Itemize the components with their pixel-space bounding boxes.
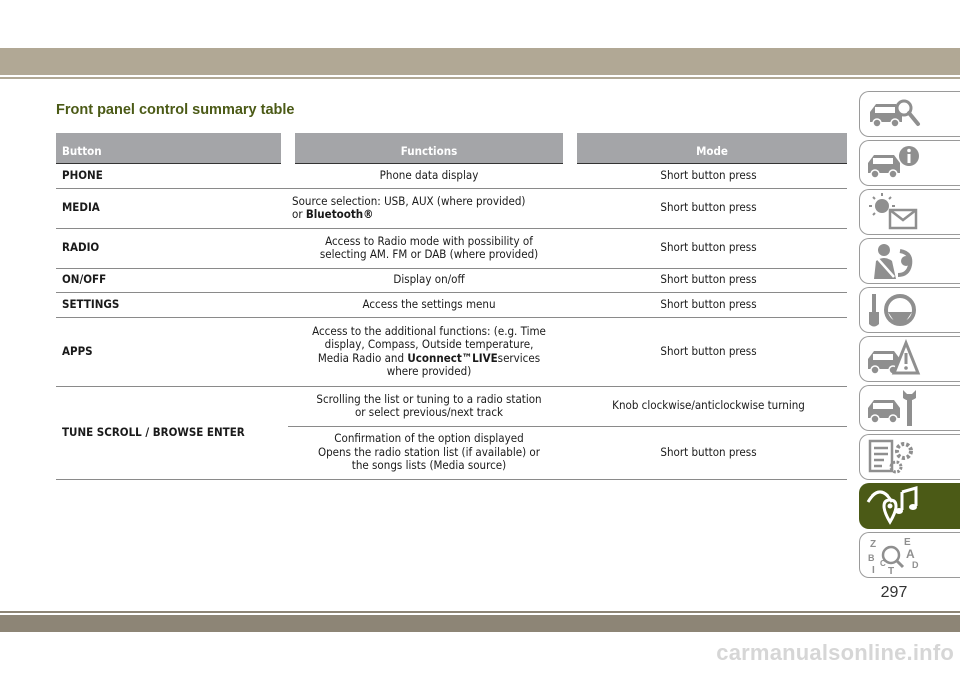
key-steering-wheel-icon [866,290,922,330]
mode-cell: Knob clockwise/anticlockwise turning [570,386,847,426]
seat-belt-airbag-icon [866,241,922,281]
table-row [56,386,847,426]
function-text: selecting AM. FM or DAB (where provided) [319,247,539,261]
mode-cell: Short button press [570,188,847,228]
index-letter: B [868,553,875,563]
button-cell: RADIO [56,228,288,268]
button-cell: APPS [56,317,288,386]
index-letter: T [888,566,895,575]
table-row [56,163,847,188]
watermark: carmanualsonline.info [716,640,954,665]
tab-key-steering[interactable] [859,287,960,333]
function-text-bold: Bluetooth® [305,207,374,221]
function-text: or select previous/next track [354,405,504,419]
mode-cell: Short button press [570,163,847,188]
function-cell [288,188,570,228]
table-row [56,292,847,317]
tab-technical-specs[interactable] [859,434,960,480]
bottom-divider-line [0,611,960,613]
table-row [56,228,847,268]
header-button: Button [56,133,288,163]
bottom-color-band [0,615,960,632]
tab-safety[interactable] [859,238,960,284]
car-search-icon [866,94,922,134]
page-number: 297 [880,584,908,601]
mode-cell: Short button press [570,228,847,268]
warning-lights-message-icon [866,192,922,232]
car-maintenance-wrench-icon [866,388,922,428]
index-letter: C [880,559,886,568]
car-info-icon [866,143,922,183]
button-cell: PHONE [56,163,288,188]
index-letter: Z [870,539,877,550]
function-cell [288,317,570,386]
mode-cell: Short button press [570,268,847,292]
function-text: or [292,207,306,221]
index-letter: D [912,560,919,570]
tab-multimedia[interactable] [859,483,960,529]
function-cell [288,386,570,426]
index-letter: A [906,547,915,561]
control-summary-table [56,133,847,480]
button-cell: SETTINGS [56,292,288,317]
technical-specs-gear-icon [866,437,922,477]
function-text-bold: Uconnect™LIVE [407,350,498,365]
header-mode: Mode [570,133,847,163]
function-text: Media Radio and [317,350,408,365]
function-text: the songs lists (Media source) [351,458,507,473]
index-letter: E [904,537,911,548]
tab-breakdown[interactable] [859,336,960,382]
function-cell: Access the settings menu [288,292,570,317]
table-row [56,268,847,292]
alphabetical-index-icon [866,535,922,575]
function-cell: Phone data display [288,163,570,188]
tab-index[interactable] [859,532,960,578]
table-row [56,188,847,228]
tab-car-info[interactable] [859,140,960,186]
function-text: display, Compass, Outside temperature, [324,337,534,351]
function-cell: Display on/off [288,268,570,292]
header-functions: Functions [288,133,570,163]
top-divider-line [0,77,960,79]
function-text: Source selection: USB, AUX (where provided) [292,193,526,208]
mode-cell: Short button press [570,317,847,386]
function-text: Access to the additional functions: (e.g. Time [312,323,546,338]
tab-warning-lights[interactable] [859,189,960,235]
tab-maintenance[interactable] [859,385,960,431]
button-cell: MEDIA [56,188,288,228]
table-row [56,317,847,386]
car-breakdown-warning-icon [866,339,922,379]
table-header-row [56,133,847,163]
function-cell [288,228,570,268]
mode-cell: Short button press [570,292,847,317]
function-text: Scrolling the list or tuning to a radio station [316,391,542,406]
function-text: services [497,350,541,365]
function-text: Opens the radio station list (if available) or [317,444,541,459]
index-letter: I [872,565,875,575]
function-text: where provided) [386,364,472,378]
function-cell [288,426,570,479]
section-title: Front panel control summary table [56,102,295,118]
tab-car-search[interactable] [859,91,960,137]
multimedia-music-icon [866,486,922,526]
mode-cell: Short button press [570,426,847,479]
function-text: Access to Radio mode with possibility of [325,233,533,248]
button-cell: TUNE SCROLL / BROWSE ENTER [56,386,288,479]
function-text: Confirmation of the option displayed [334,431,524,446]
top-color-band [0,48,960,75]
button-cell: ON/OFF [56,268,288,292]
